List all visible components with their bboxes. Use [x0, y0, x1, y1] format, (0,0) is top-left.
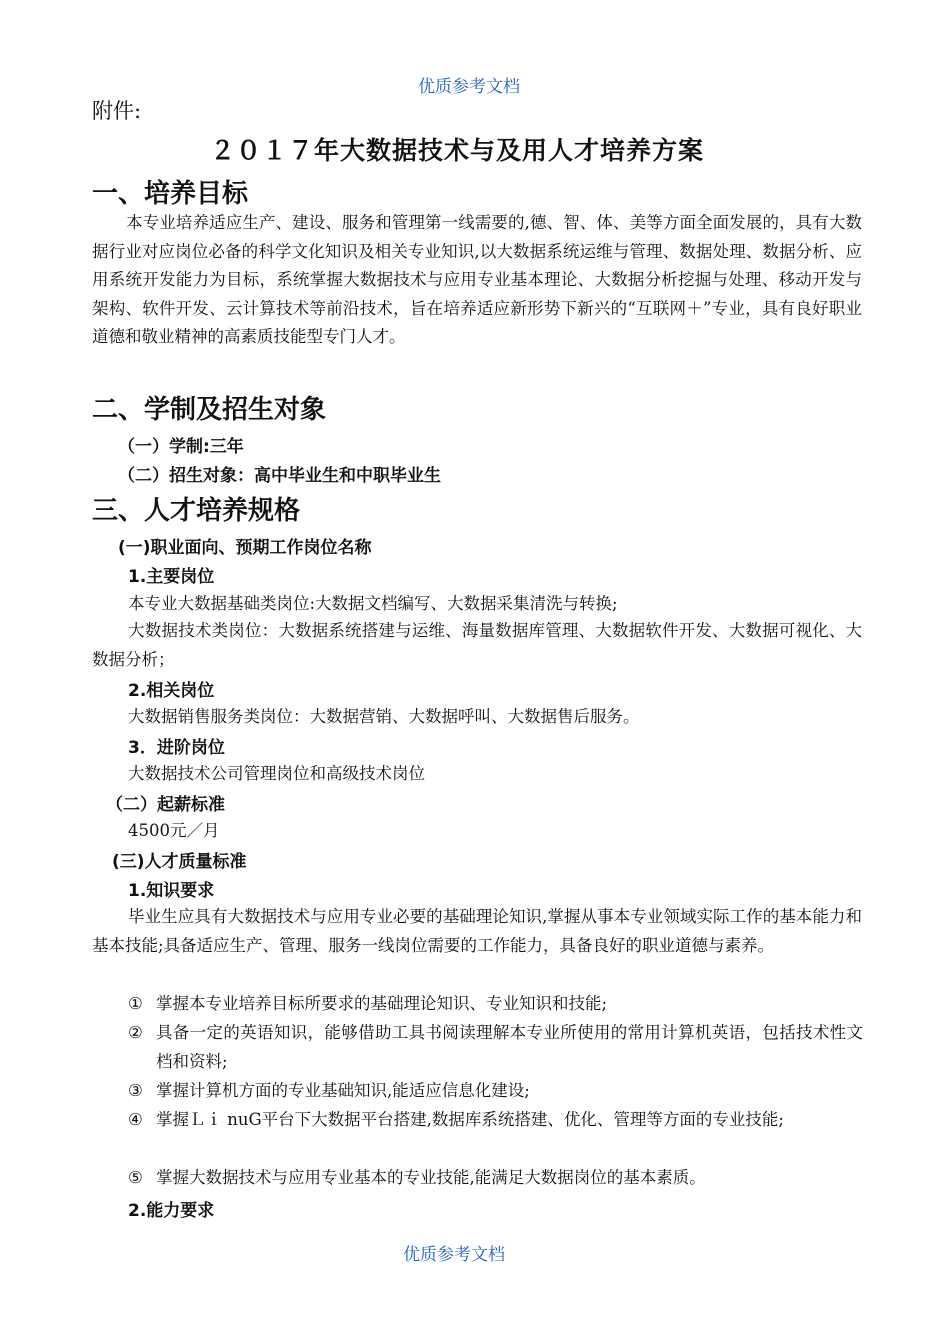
list-item-number: ③ [128, 1081, 143, 1100]
section-heading-goals: 一、培养目标 [92, 179, 249, 209]
attachment-label: 附件: [92, 99, 142, 123]
knowledge-heading: 1.知识要求 [128, 881, 215, 901]
schooling-duration: （一）学制:三年 [118, 437, 244, 457]
subsection-heading-quality: (三)人才质量标准 [112, 852, 247, 872]
subsection-heading-salary: （二）起薪标准 [106, 795, 225, 815]
footer-watermark: 优质参考文档 [403, 1245, 505, 1265]
goals-paragraph [92, 209, 862, 352]
list-item-number: ① [128, 994, 143, 1013]
header-watermark: 优质参考文档 [418, 77, 520, 97]
ability-heading: 2.能力要求 [128, 1201, 215, 1221]
main-posts-heading: 1.主要岗位 [128, 567, 215, 587]
enrollment-target: （二）招生对象：高中毕业生和中职毕业生 [118, 466, 441, 486]
section-heading-schooling: 二、学制及招生对象 [92, 395, 327, 425]
list-item-number: ④ [128, 1110, 143, 1129]
document-title: ２０１７年大数据技术与及用人才培养方案 [210, 136, 705, 165]
list-item [128, 1163, 863, 1192]
list-item-text: 具备一定的英语知识，能够借助工具书阅读理解本专业所使用的常用计算机英语，包括技术性文档和资料; [156, 1023, 863, 1071]
list-item-text: 掌握计算机方面的专业基础知识,能适应信息化建设; [156, 1081, 530, 1100]
main-posts-technical-text: 大数据技术类岗位：大数据系统搭建与运维、海量数据库管理、大数据软件开发、大数据可视化、大数据分析； [92, 621, 862, 669]
knowledge-paragraph [92, 903, 862, 960]
list-item [128, 989, 863, 1018]
list-item-text: 掌握Ｌｉ nuG平台下大数据平台搭建,数据库系统搭建、优化、管理等方面的专业技能; [156, 1110, 784, 1129]
main-posts-basic: 本专业大数据基础类岗位:大数据文档编写、大数据采集清洗与转换; [128, 594, 618, 613]
advanced-posts-heading: 3．进阶岗位 [128, 738, 225, 758]
salary-value: 4500元／月 [128, 821, 220, 840]
list-item-text: 掌握本专业培养目标所要求的基础理论知识、专业知识和技能; [156, 994, 608, 1013]
list-item [128, 1105, 863, 1134]
related-posts-heading: 2.相关岗位 [128, 681, 215, 701]
list-item [128, 1018, 863, 1076]
subsection-heading-career: (一)职业面向、预期工作岗位名称 [118, 538, 372, 558]
list-item-text: 掌握大数据技术与应用专业基本的专业技能,能满足大数据岗位的基本素质。 [156, 1168, 706, 1187]
goals-paragraph-text: 本专业培养适应生产、建设、服务和管理第一线需要的,德、智、体、美等方面全面发展的，具有大数据行业对应岗位必备的科学文化知识及相关专业知识,以大数据系统运维与管理、数据处理、数据分析、应用系统开发能力为目标，系统掌握大数据技术与应用专业基本理论、大数据分析挖掘与处理、移动开发与架构、软件开发、云计算技术等前沿技术，旨在培养适应新形势下新兴的“互联网＋”专业，具有良好职业道德和敬业精神的高素质技能型专门人才。 [92, 213, 862, 346]
section-heading-specs: 三、人才培养规格 [92, 496, 301, 526]
related-posts-text: 大数据销售服务类岗位：大数据营销、大数据呼叫、大数据售后服务。 [128, 707, 640, 726]
advanced-posts-text: 大数据技术公司管理岗位和高级技术岗位 [128, 764, 425, 783]
main-posts-technical [92, 617, 862, 674]
knowledge-paragraph-text: 毕业生应具有大数据技术与应用专业必要的基础理论知识,掌握从事本专业领域实际工作的基本能力和基本技能;具备适应生产、管理、服务一线岗位需要的工作能力，具备良好的职业道德与素养。 [92, 907, 862, 955]
list-item-number: ⑤ [128, 1168, 143, 1187]
list-item-number: ② [128, 1023, 143, 1042]
list-item [128, 1076, 863, 1105]
